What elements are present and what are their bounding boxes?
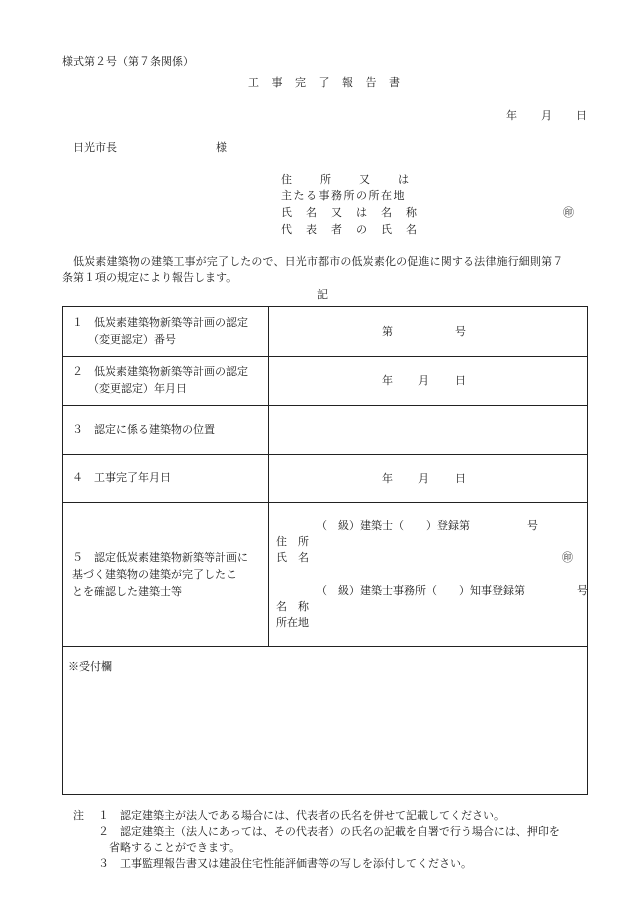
notes-label: 注 [73, 809, 84, 822]
row5-label-line2: 基づく建築物の建築が完了したこ [72, 568, 237, 581]
row3-label: ３ 認定に係る建築物の位置 [72, 423, 215, 436]
note1-text: 認定建築主が法人である場合には、代表者の氏名を併せて記載してください。 [120, 809, 505, 822]
row1-label-line2: （変更認定）番号 [88, 333, 176, 346]
applicant-address-label: 住 所 又 は [281, 173, 409, 186]
addressee-honorific: 様 [216, 141, 227, 154]
row5-address-label: 住 所 [276, 535, 309, 548]
applicant-office-label: 主たる事務所の所在地 [281, 189, 406, 202]
title-char: 告 [365, 76, 377, 89]
row5-name-label: 氏 名 [276, 551, 309, 564]
note2-text-line1: 認定建築主（法人にあっては、その代表者）の氏名の記載を自署で行う場合には、押印を [120, 825, 560, 838]
form-number: 様式第２号（第７条関係） [62, 55, 194, 68]
row2-day: 日 [455, 374, 466, 387]
table-divider [268, 306, 269, 647]
note1-number: １ [98, 809, 109, 822]
addressee-name: 日光市長 [73, 141, 117, 154]
row4-label: ４ 工事完了年月日 [72, 471, 171, 484]
row2-month: 月 [418, 374, 429, 387]
row5-architect-go: 号 [527, 519, 538, 532]
row5-label-line1: ５ 認定低炭素建築物新築等計画に [72, 551, 248, 564]
body-text-line1: 低炭素建築物の建築工事が完了したので、日光市都市の低炭素化の促進に関する法律施行細則第７ [73, 255, 564, 268]
row4-month: 月 [418, 472, 429, 485]
applicant-name-label: 氏 名 又 は 名 称 [281, 206, 417, 219]
row5-office-location-label: 所在地 [276, 616, 309, 629]
row5-label-line3: とを確認した建築士等 [72, 585, 182, 598]
row2-label-line2: （変更認定）年月日 [88, 382, 187, 395]
reception-label: ※受付欄 [68, 660, 112, 673]
row5-office-name-label: 名 称 [276, 600, 309, 613]
body-text-line2: 条第１項の規定により報告します。 [62, 271, 238, 284]
applicant-rep-label: 代 表 者 の 氏 名 [281, 223, 417, 236]
row5-office-go: 号 [577, 584, 588, 597]
title-char: 報 [342, 76, 353, 89]
date-year: 年 [506, 109, 517, 122]
row5-office-line: （ 級）建築士事務所（ ）知事登録第 [316, 584, 525, 597]
row4-day: 日 [455, 472, 466, 485]
date-day: 日 [576, 109, 587, 122]
applicant-seal: ㊞ [563, 206, 574, 219]
row1-label-line1: １ 低炭素建築物新築等計画の認定 [72, 316, 248, 329]
note3-text: 工事監理報告書又は建設住宅性能評価書等の写しを添付してください。 [120, 857, 472, 870]
title-char: 事 [271, 76, 283, 89]
row2-year: 年 [382, 374, 393, 387]
row5-architect-line: （ 級）建築士（ ）登録第 [316, 519, 470, 532]
row5-seal: ㊞ [562, 551, 573, 564]
ki-heading: 記 [317, 288, 328, 301]
page-title [248, 77, 400, 88]
title-char: 工 [248, 76, 259, 89]
note2-number: ２ [98, 825, 109, 838]
title-char: 書 [389, 76, 400, 89]
date-month: 月 [541, 109, 552, 122]
title-char: 了 [318, 76, 330, 89]
row1-dai: 第 [382, 325, 393, 338]
row1-go: 号 [455, 325, 466, 338]
row2-label-line1: ２ 低炭素建築物新築等計画の認定 [72, 365, 248, 378]
note2-text-line2: 省略することができます。 [109, 841, 241, 854]
title-char: 完 [295, 76, 306, 89]
note3-number: ３ [98, 857, 109, 870]
reception-box[interactable] [62, 646, 588, 795]
row4-year: 年 [382, 472, 393, 485]
